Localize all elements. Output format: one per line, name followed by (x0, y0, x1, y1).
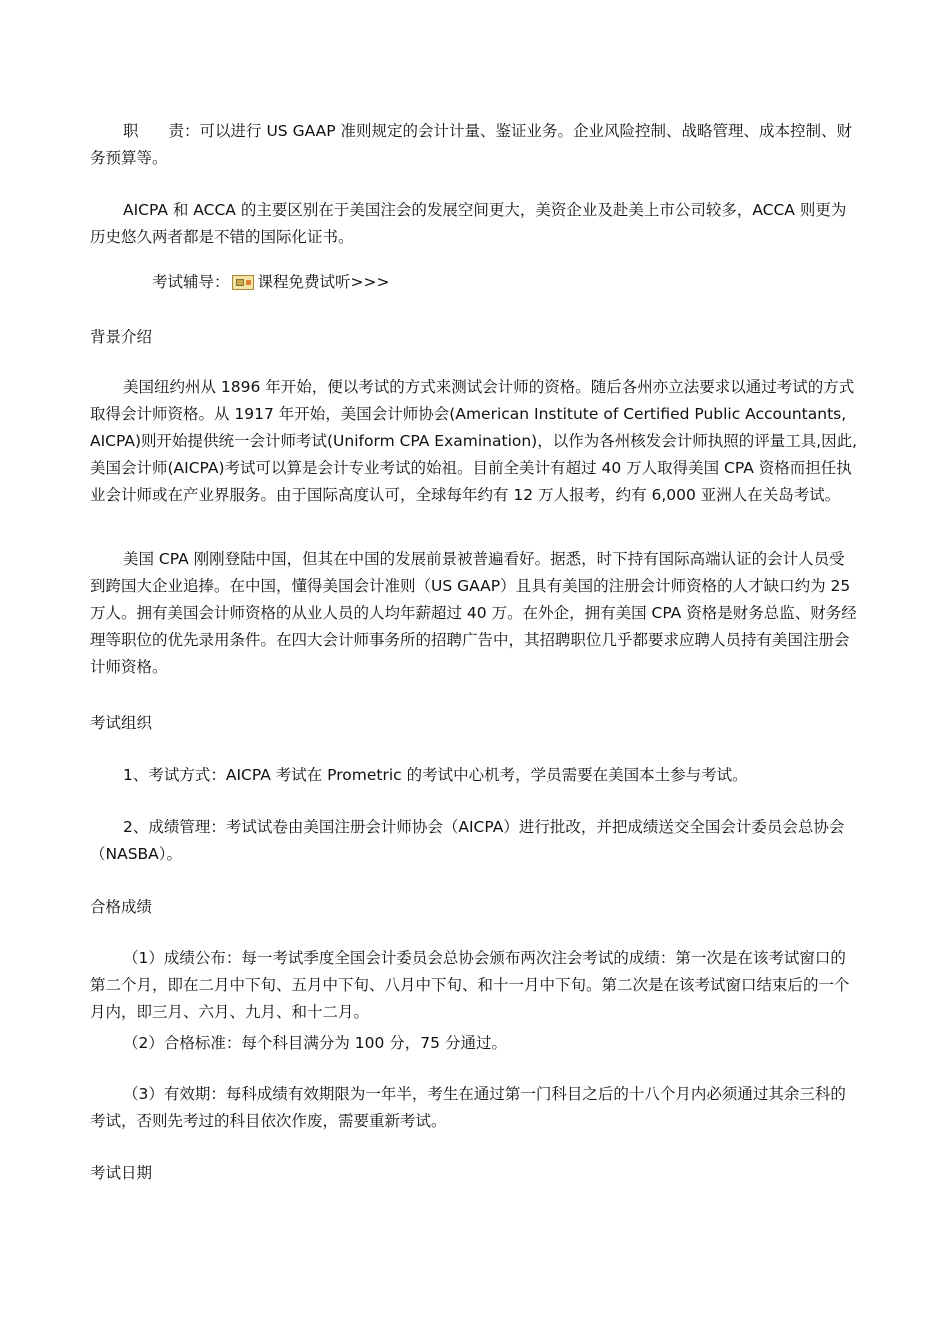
duty-text: 可以进行 US GAAP 准则规定的会计计量、鉴证业务。企业风险控制、战略管理、成本控制、财务预算等。 (90, 122, 852, 167)
background-paragraph-2: 美国 CPA 刚刚登陆中国，但其在中国的发展前景被普遍看好。据悉，时下持有国际高端认证的会计人员受到跨国大企业追捧。在中国，懂得美国会计准则（US GAAP）且具有美国的注册会计师资格的人才缺口约为 25 万人。拥有美国会计师资格的从业人员的人均年薪超过 40 万。在外企，拥有美国 CPA 资格是财务总监、财务经理等职位的优先录用条件。在四大会计师事务所的招聘广告中，其招聘职位几乎都要求应聘人员持有美国注册会计师资格。 (90, 550, 857, 676)
organization-item-2: 2、成绩管理：考试试卷由美国注册会计师协会（AICPA）进行批改，并把成绩送交全国会计委员会总协会（NASBA）。 (90, 818, 845, 863)
passing-item-3: （3）有效期：每科成绩有效期限为一年半，考生在通过第一门科目之后的十八个月内必须通过其余三科的考试，否则先考过的科目依次作废，需要重新考试。 (90, 1085, 846, 1130)
background-paragraph-1: 美国纽约州从 1896 年开始，便以考试的方式来测试会计师的资格。随后各州亦立法要求以通过考试的方式取得会计师资格。从 1917 年开始，美国会计师协会(American Institute of Certified Public Accountants, AICPA)则开始提供统一会计师考试(Uniform CPA Examination)，以作为各州核发会计师执照的评量工具,因此,美国会计师(AICPA)考试可以算是会计专业考试的始祖。目前全美计有超过 40 万人取得美国 CPA 资格而担任执业会计师或在产业界服务。由于国际高度认可，全球每年约有 12 万人报考，约有 6,000 亚洲人在关岛考试。 (90, 378, 858, 504)
exam-tutoring (152, 270, 389, 294)
exam-tutoring-label: 考试辅导： (152, 273, 230, 291)
duty-label-b: 责： (168, 122, 200, 140)
passing-item-1: （1）成绩公布：每一考试季度全国会计委员会总协会颁布两次注会考试的成绩：第一次是在该考试窗口的第二个月，即在二月中下旬、五月中下旬、八月中下旬、和十一月中下旬。第二次是在该考试窗口结束后的一个月内，即三月、六月、九月、和十二月。 (90, 949, 850, 1021)
passing-heading: 合格成绩 (90, 898, 153, 916)
duty-paragraph (90, 118, 860, 172)
dates-heading: 考试日期 (90, 1164, 153, 1182)
organization-heading: 考试组织 (90, 714, 153, 732)
course-video-icon[interactable] (232, 275, 254, 290)
background-heading: 背景介绍 (90, 328, 153, 346)
comparison-paragraph: AICPA 和 ACCA 的主要区别在于美国注会的发展空间更大，美资企业及赴美上市公司较多，ACCA 则更为历史悠久两者都是不错的国际化证书。 (90, 201, 847, 246)
free-trial-course-link[interactable]: 课程免费试听>>> (257, 273, 390, 291)
organization-item-1: 1、考试方式：AICPA 考试在 Prometric 的考试中心机考，学员需要在美国本土参与考试。 (123, 766, 748, 784)
duty-label-a: 职 (123, 122, 139, 140)
passing-item-2: （2）合格标准：每个科目满分为 100 分，75 分通过。 (123, 1034, 507, 1052)
